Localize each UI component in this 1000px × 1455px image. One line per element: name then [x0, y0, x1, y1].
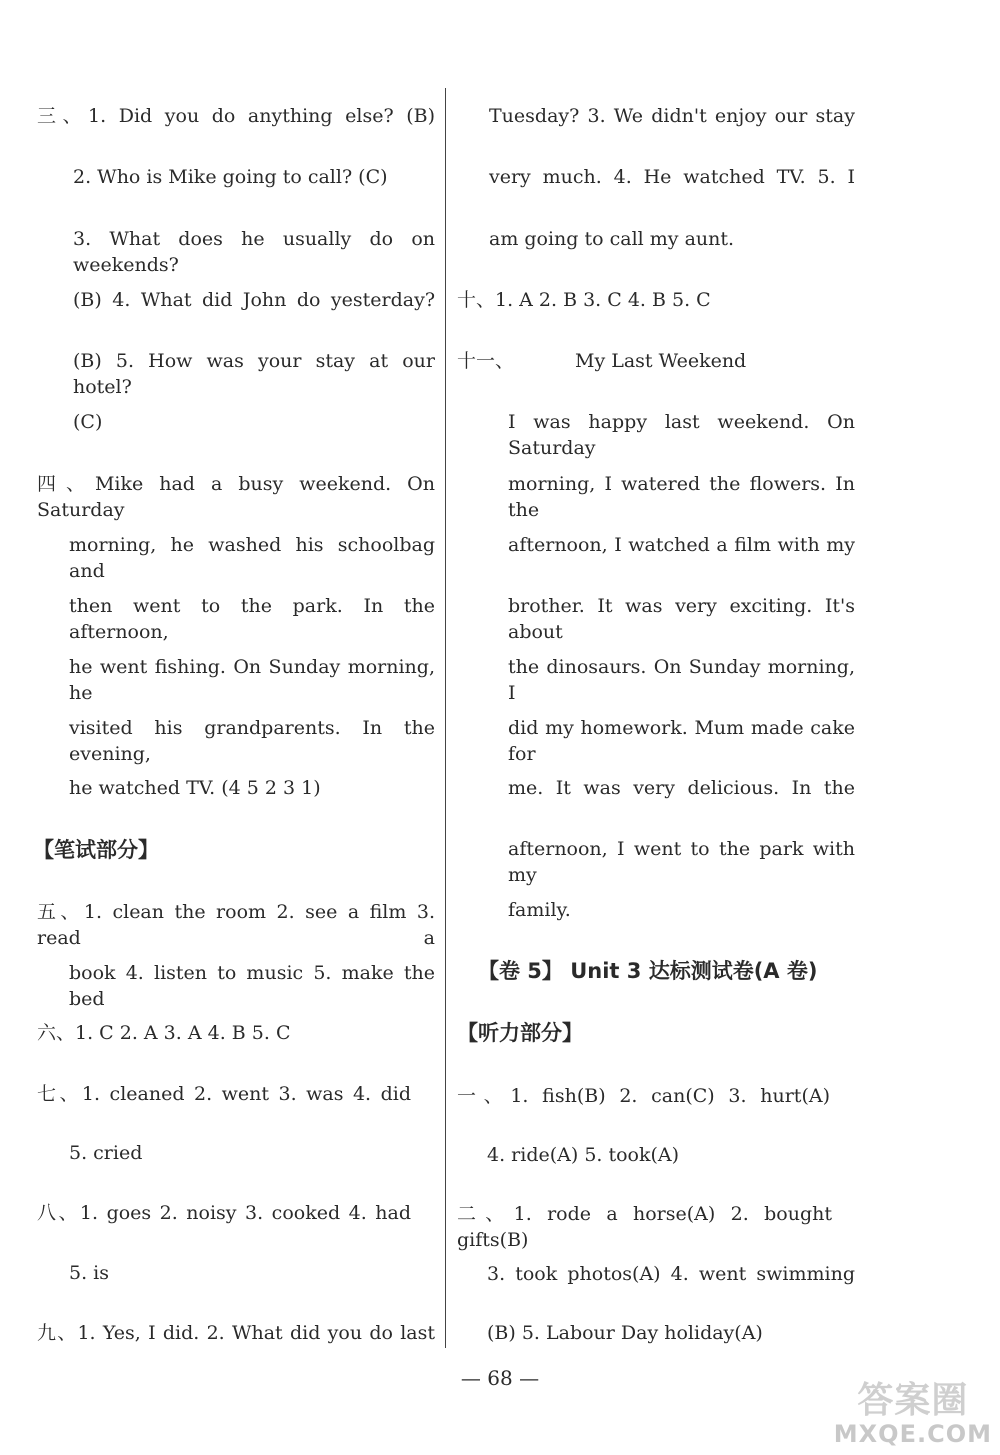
essay-title: My Last Weekend [575, 350, 747, 372]
unit-heading: 【卷 5】 Unit 3 达标测试卷(A 卷) [478, 959, 818, 983]
answer-line: 八、1. goes 2. noisy 3. cooked 4. had [37, 1202, 411, 1224]
answer-line: 二、1. rode a horse(A) 2. bought gifts(B) [457, 1203, 832, 1251]
answer-line: visited his grandparents. In the evening, [69, 717, 435, 765]
answer-line: (B) 5. How was your stay at our hotel? [73, 350, 435, 398]
question-number: 十一、 [457, 350, 515, 372]
essay-line: afternoon, I went to the park with my [508, 838, 855, 886]
answer-line: (B) 5. Labour Day holiday(A) [487, 1322, 763, 1344]
answer-line: morning, he washed his schoolbag and [69, 534, 435, 582]
answer-line: 十、1. A 2. B 3. C 4. B 5. C [457, 289, 711, 311]
essay-line: me. It was very delicious. In the [508, 777, 855, 799]
answer-line: Tuesday? 3. We didn't enjoy our stay [489, 105, 855, 127]
answer-line: 3. What does he usually do on weekends? [73, 228, 435, 276]
section-heading: 【笔试部分】 [33, 838, 159, 862]
answer-line: 4. ride(A) 5. took(A) [487, 1144, 680, 1166]
answer-line: 5. cried [69, 1142, 143, 1164]
essay-line: the dinosaurs. On Sunday morning, I [508, 656, 855, 704]
answer-line: very much. 4. He watched TV. 5. I [489, 166, 855, 188]
answer-line: 七、1. cleaned 2. went 3. was 4. did [37, 1083, 411, 1105]
answer-line: book 4. listen to music 5. make the bed [69, 962, 435, 1010]
essay-line: morning, I watered the flowers. In the [508, 473, 855, 521]
answer-line: 3. took photos(A) 4. went swimming [487, 1263, 855, 1285]
page-number: — 68 — [460, 1366, 540, 1390]
answer-line: 九、1. Yes, I did. 2. What did you do last [37, 1322, 435, 1344]
section-heading: 【听力部分】 [457, 1021, 583, 1045]
answer-line: 2. Who is Mike going to call? (C) [73, 166, 388, 188]
answer-line: 四、Mike had a busy weekend. On Saturday [37, 473, 435, 521]
answer-line: 一、1. fish(B) 2. can(C) 3. hurt(A) [457, 1085, 830, 1107]
essay-line: did my homework. Mum made cake for [508, 717, 855, 765]
answer-line: 六、1. C 2. A 3. A 4. B 5. C [37, 1022, 291, 1044]
answer-line: am going to call my aunt. [489, 228, 735, 250]
essay-line: family. [508, 899, 571, 921]
answer-line: 三、1. Did you do anything else? (B) [37, 105, 435, 127]
answer-line: (B) 4. What did John do yesterday? [73, 289, 435, 311]
essay-line: brother. It was very exciting. It's about [508, 595, 855, 643]
column-divider [445, 88, 446, 1348]
answer-line: he went fishing. On Sunday morning, he [69, 656, 435, 704]
answer-line: he watched TV. (4 5 2 3 1) [69, 777, 321, 799]
watermark-logo [834, 1381, 992, 1447]
answer-line: then went to the park. In the afternoon, [69, 595, 435, 643]
answer-line: 5. is [69, 1262, 109, 1284]
answer-line: 五、1. clean the room 2. see a film 3. read a [37, 901, 435, 949]
essay-line: I was happy last weekend. On Saturday [508, 411, 855, 459]
essay-line: afternoon, I watched a film with my [508, 534, 855, 556]
watermark-top: 答案圈 [857, 1380, 969, 1421]
watermark-bottom: MXQE.COM [833, 1420, 992, 1448]
answer-line: (C) [73, 411, 103, 433]
